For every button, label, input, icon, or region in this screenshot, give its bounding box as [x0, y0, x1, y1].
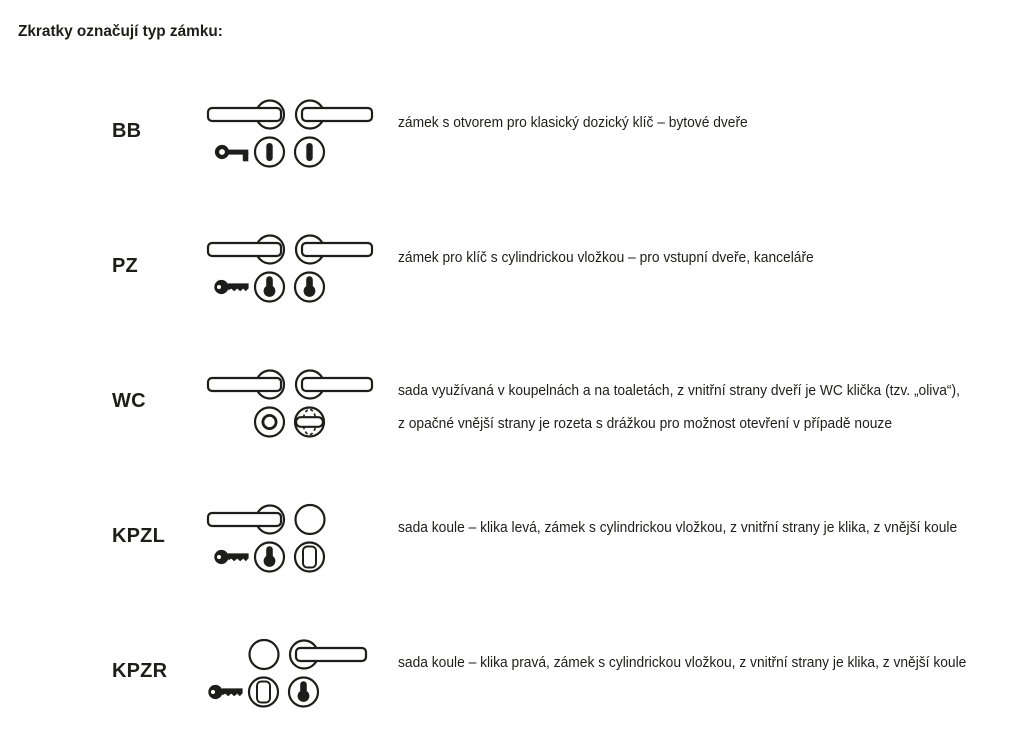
- page-title: Zkratky označují typ zámku:: [18, 23, 223, 40]
- lock-icon-set-bb: [203, 98, 378, 172]
- lever-handle-right-icon: [296, 371, 372, 399]
- pz-keyhole-rosette-icon: [289, 678, 318, 707]
- lock-description-kpzr: sada koule – klika pravá, zámek s cylindrickou vložkou, z vnitřní strany je klika, z vnější koule: [398, 654, 967, 671]
- lock-icon-set-wc: [203, 368, 378, 442]
- lever-handle-left-icon: [208, 101, 284, 129]
- lock-icon-set-kpzl: [203, 503, 378, 577]
- pz-keyhole-rosette-icon: [255, 273, 284, 302]
- cylinder-key-icon: [208, 685, 242, 699]
- lever-handle-right-icon: [290, 641, 366, 669]
- lock-description-kpzl: sada koule – klika levá, zámek s cylindrickou vložkou, z vnitřní strany je klika, z vnější koule: [398, 519, 958, 536]
- bb-keyhole-rosette-icon: [295, 138, 324, 167]
- lock-abbr-kpzr: KPZR: [112, 660, 168, 682]
- ball-knob-icon: [296, 505, 325, 534]
- lock-icon-set-kpzr: [197, 638, 372, 712]
- pz-keyhole-rosette-icon: [255, 543, 284, 572]
- blind-rosette-icon: [249, 678, 278, 707]
- lever-handle-right-icon: [296, 101, 372, 129]
- bb-keyhole-rosette-icon: [255, 138, 284, 167]
- lever-handle-right-icon: [296, 236, 372, 264]
- lock-abbr-pz: PZ: [112, 255, 138, 277]
- wc-turn-rosette-icon: [295, 408, 324, 437]
- lock-abbr-kpzl: KPZL: [112, 525, 166, 547]
- lever-handle-left-icon: [208, 236, 284, 264]
- cylinder-key-icon: [214, 550, 248, 564]
- lock-abbr-wc: WC: [112, 390, 146, 412]
- emergency-rosette-icon: [255, 408, 284, 437]
- lever-handle-left-icon: [208, 506, 284, 534]
- lock-description-pz: zámek pro klíč s cylindrickou vložkou – pro vstupní dveře, kanceláře: [398, 249, 814, 266]
- cylinder-key-icon: [214, 280, 248, 294]
- lock-description-wc: sada využívaná v koupelnách a na toaletách, z vnitřní strany dveří je WC klička (tzv. „oliva“), z opačné vnější strany je rozeta s drážkou pro možnost otevření v případě nouze: [398, 382, 960, 432]
- blind-rosette-icon: [295, 543, 324, 572]
- bit-key-icon: [217, 147, 248, 161]
- lock-icon-set-pz: [203, 233, 378, 307]
- ball-knob-icon: [250, 640, 279, 669]
- pz-keyhole-rosette-icon: [295, 273, 324, 302]
- lock-description-bb: zámek s otvorem pro klasický dozický klíč – bytové dveře: [398, 114, 748, 131]
- lever-handle-left-icon: [208, 371, 284, 399]
- lock-abbr-bb: BB: [112, 120, 142, 142]
